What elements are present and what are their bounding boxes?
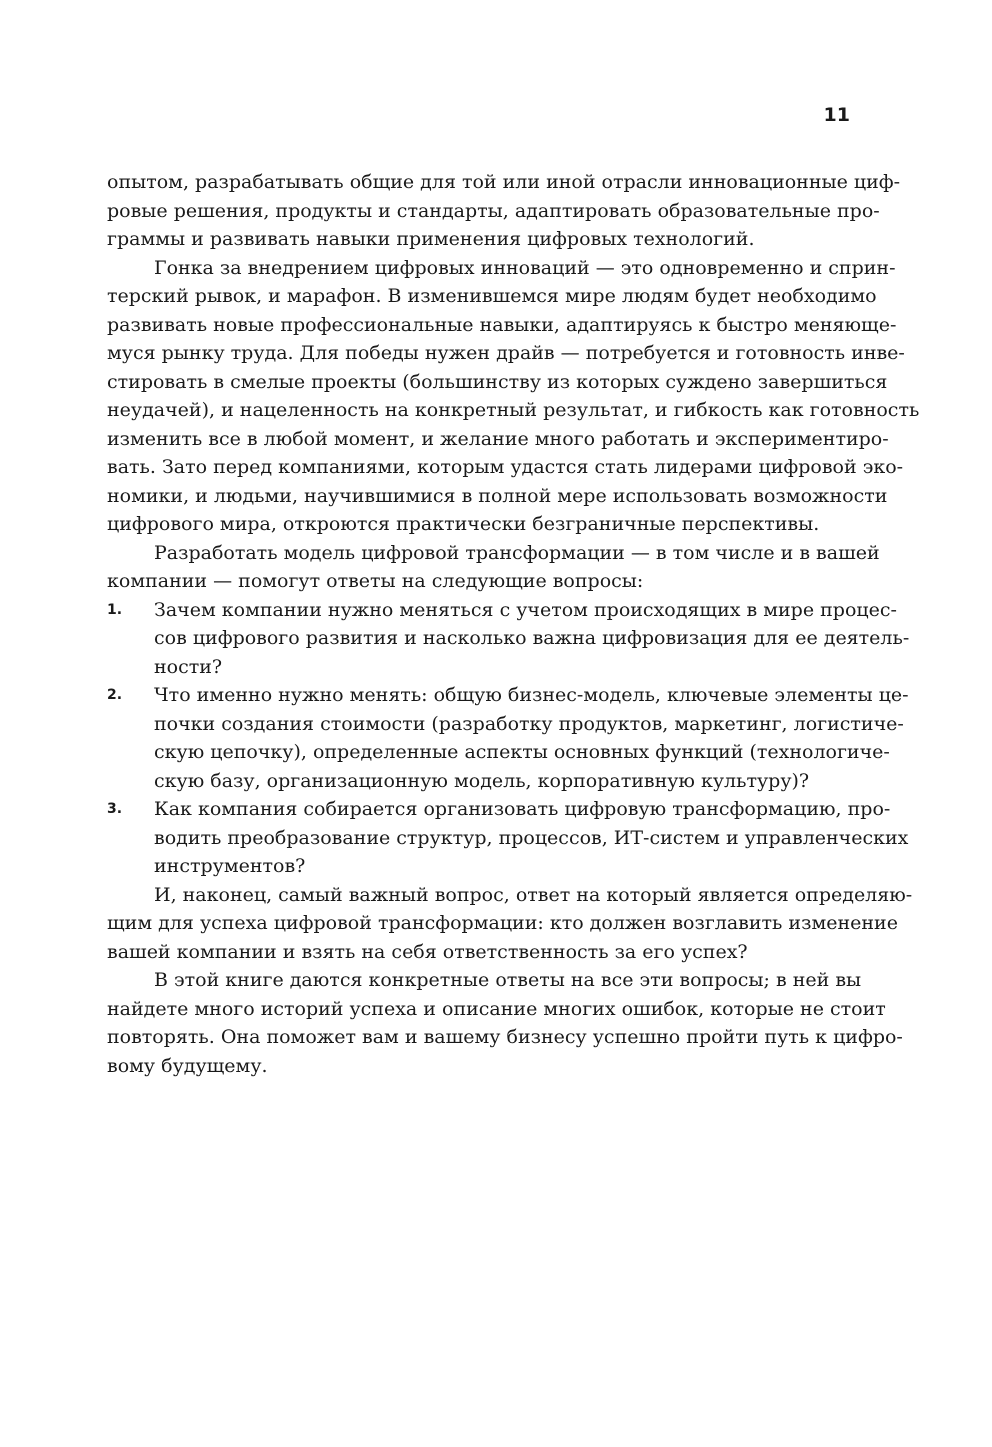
- text-line: вать. Зато перед компаниями, которым удастся стать лидерами цифровой эко-: [107, 456, 904, 478]
- numbered-list: [107, 596, 910, 881]
- text-line: Зачем компании нужно меняться с учетом происходящих в мире процес-: [154, 598, 897, 621]
- text-line: ровые решения, продукты и стандарты, адаптировать образовательные про-: [107, 199, 880, 222]
- text-line: изменить все в любой момент, и желание много работать и экспериментиро-: [107, 427, 889, 450]
- text-line: цифрового мира, откроются практически безграничные перспективы.: [107, 513, 820, 535]
- list-item: [107, 681, 909, 795]
- text-line: Как компания собирается организовать цифровую трансформацию, про-: [154, 798, 891, 820]
- paragraph-key-question: [107, 881, 913, 967]
- page-number: 11: [823, 104, 850, 126]
- text-line: вому будущему.: [107, 1054, 268, 1077]
- paragraph-questions-intro: [107, 539, 880, 596]
- text-line: компании — помогут ответы на следующие вопросы:: [107, 570, 644, 592]
- text-line: скую базу, организационную модель, корпоративную культуру)?: [154, 769, 810, 792]
- text-line: Разработать модель цифровой трансформации — в том числе и в вашей: [154, 541, 880, 564]
- body-text: [107, 168, 920, 1080]
- list-item-number: 2.: [107, 687, 123, 703]
- text-line: муся рынку труда. Для победы нужен драйв — потребуется и готовность инве-: [107, 342, 905, 364]
- text-line: Гонка за внедрением цифровых инноваций — это одновременно и сприн-: [154, 256, 896, 279]
- text-line: найдете много историй успеха и описание многих ошибок, которые не стоит: [107, 997, 886, 1020]
- text-line: почки создания стоимости (разработку продуктов, маркетинг, логистиче-: [154, 712, 904, 735]
- list-item: [107, 795, 909, 881]
- paragraph-continuation: [107, 168, 901, 254]
- list-item-number: 3.: [107, 801, 123, 817]
- text-line: сов цифрового развития и насколько важна цифровизация для ее деятель-: [154, 627, 910, 649]
- text-line: граммы и развивать навыки применения цифровых технологий.: [107, 228, 755, 250]
- paragraph-innovation-race: [107, 254, 920, 539]
- text-line: Что именно нужно менять: общую бизнес-модель, ключевые элементы це-: [154, 684, 909, 706]
- text-line: неудачей), и нацеленность на конкретный результат, и гибкость как готовность: [107, 399, 920, 421]
- paragraph-book-summary: [107, 966, 903, 1080]
- text-line: развивать новые профессиональные навыки, адаптируясь к быстро меняюще-: [107, 313, 897, 336]
- text-line: инструментов?: [154, 855, 306, 877]
- text-line: водить преобразование структур, процессов, ИТ-систем и управленческих: [154, 826, 909, 849]
- text-line: вашей компании и взять на себя ответственность за его успех?: [107, 940, 748, 963]
- text-line: щим для успеха цифровой трансформации: кто должен возглавить изменение: [107, 912, 898, 934]
- text-line: повторять. Она поможет вам и вашему бизнесу успешно пройти путь к цифро-: [107, 1026, 903, 1048]
- text-line: терский рывок, и марафон. В изменившемся мире людям будет необходимо: [107, 285, 877, 307]
- list-item: [107, 596, 910, 682]
- text-line: скую цепочку), определенные аспекты основных функций (технологиче-: [154, 741, 890, 763]
- text-line: стировать в смелые проекты (большинству из которых суждено завершиться: [107, 370, 888, 393]
- text-line: опытом, разрабатывать общие для той или иной отрасли инновационные циф-: [107, 171, 901, 193]
- text-line: ности?: [154, 655, 223, 678]
- list-item-number: 1.: [107, 601, 123, 618]
- text-line: номики, и людьми, научившимися в полной мере использовать возможности: [107, 484, 888, 507]
- text-line: В этой книге даются конкретные ответы на все эти вопросы; в ней вы: [154, 969, 862, 991]
- text-line: И, наконец, самый важный вопрос, ответ на который является определяю-: [154, 883, 913, 906]
